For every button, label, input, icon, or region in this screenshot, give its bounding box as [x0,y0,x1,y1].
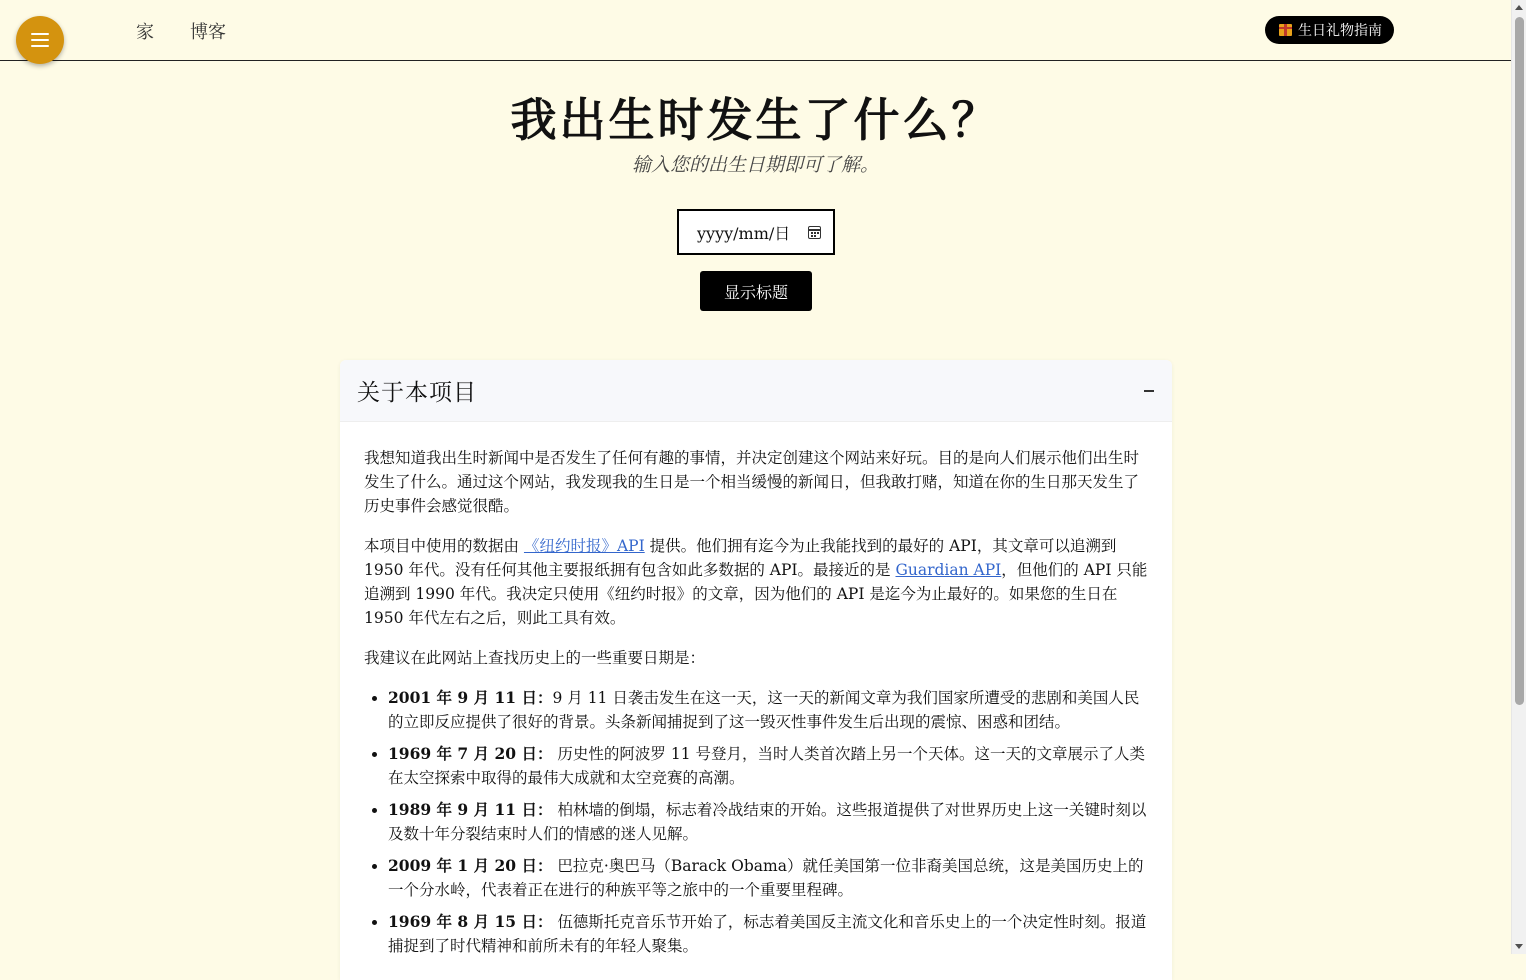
date-description: 9 月 11 日袭击发生在这一天，这一天的新闻文章为我们国家所遭受的悲剧和美国人民的立即反应提供了很好的背景。头条新闻捕捉到了这一毁灭性事件发生后出现的震惊、困惑和团结。 [388,689,1140,731]
about-card [340,360,1172,980]
date-label: 1969 年 7 月 20 日： [388,744,553,763]
hamburger-icon [31,33,49,47]
date-description: 历史性的阿波罗 11 号登月，当时人类首次踏上另一个天体。这一天的文章展示了人类在太空探索中取得的最伟大成就和太空竞赛的高潮。 [388,745,1146,787]
about-paragraph-3: 我建议在此网站上查找历史上的一些重要日期是： [364,649,706,667]
nav-home-link[interactable]: 家 [136,22,154,43]
about-title: 关于本项目 [357,380,477,406]
gift-guide-label: 生日礼物指南 [1298,23,1382,39]
about-p2-text-a: 本项目中使用的数据由 [364,537,520,555]
about-p2-text-b: 提供。他们拥有迄今为止我能找到的最好的 API，其文章可以追溯到 1950 年代。没有任何其他主要报纸拥有包含如此多数据的 API。最接近的是 [364,537,1117,579]
date-label: 1989 年 9 月 11 日： [388,800,553,819]
nyt-api-link[interactable]: 《纽约时报》API [523,537,645,555]
gift-icon [1279,24,1292,36]
list-item [388,910,1148,958]
page-scrollbar[interactable] [1511,0,1526,954]
date-description: 柏林墙的倒塌，标志着冷战结束的开始。这些报道提供了对世界历史上这一关键时刻以及数十年分裂结束时人们的情感的迷人见解。 [388,801,1147,843]
date-label: 2001 年 9 月 11 日： [388,688,553,707]
gift-guide-button[interactable] [1265,16,1394,44]
scroll-up-icon[interactable] [1515,5,1523,10]
guardian-api-link[interactable]: Guardian API [895,561,1002,579]
date-description: 巴拉克·奥巴马（Barack Obama）就任美国第一位非裔美国总统，这是美国历史上的一个分水岭，代表着正在进行的种族平等之旅中的一个重要里程碑。 [388,857,1144,899]
scroll-thumb[interactable] [1515,17,1524,705]
scroll-down-icon[interactable] [1515,944,1523,949]
list-item [388,742,1148,790]
date-description: 伍德斯托克音乐节开始了，标志着美国反主流文化和音乐史上的一个决定性时刻。报道捕捉到了时代精神和前所未有的年轻人聚集。 [388,913,1147,955]
birth-date-input[interactable] [677,209,835,255]
list-item [388,854,1148,902]
date-placeholder: yyyy/mm/日 [697,223,791,243]
about-card-body [340,422,1172,958]
collapse-icon[interactable] [1144,390,1154,392]
about-paragraph-1: 我想知道我出生时新闻中是否发生了任何有趣的事情，并决定创建这个网站来好玩。目的是向人们展示他们出生时发生了什么。通过这个网站，我发现我的生日是一个相当缓慢的新闻日，但我敢打赌，知道在你的生日那天发生了历史事件会感觉很酷。 [364,449,1140,515]
show-headlines-button[interactable]: 显示标题 [700,271,812,311]
page-title: 我出生时发生了什么？ [510,93,1001,147]
list-item [388,686,1148,734]
date-label: 2009 年 1 月 20 日： [388,856,553,875]
top-header [0,0,1511,61]
about-p2-text-c: ，但他们的 API 只能追溯到 1990 年代。我决定只使用《纽约时报》的文章，因为他们的 API 是迄今为止最好的。如果您的生日在 1950 年代左右之后，则此工具有效。 [364,561,1148,627]
about-card-header[interactable] [340,360,1172,422]
calendar-icon[interactable] [808,226,821,239]
menu-button[interactable] [16,16,64,64]
page-subtitle: 输入您的出生日期即可了解。 [631,154,879,176]
important-dates-list [364,686,1148,958]
date-label: 1969 年 8 月 15 日： [388,912,553,931]
about-paragraph-2 [364,534,1148,630]
list-item [388,798,1148,846]
nav-blog-link[interactable]: 博客 [190,22,226,43]
